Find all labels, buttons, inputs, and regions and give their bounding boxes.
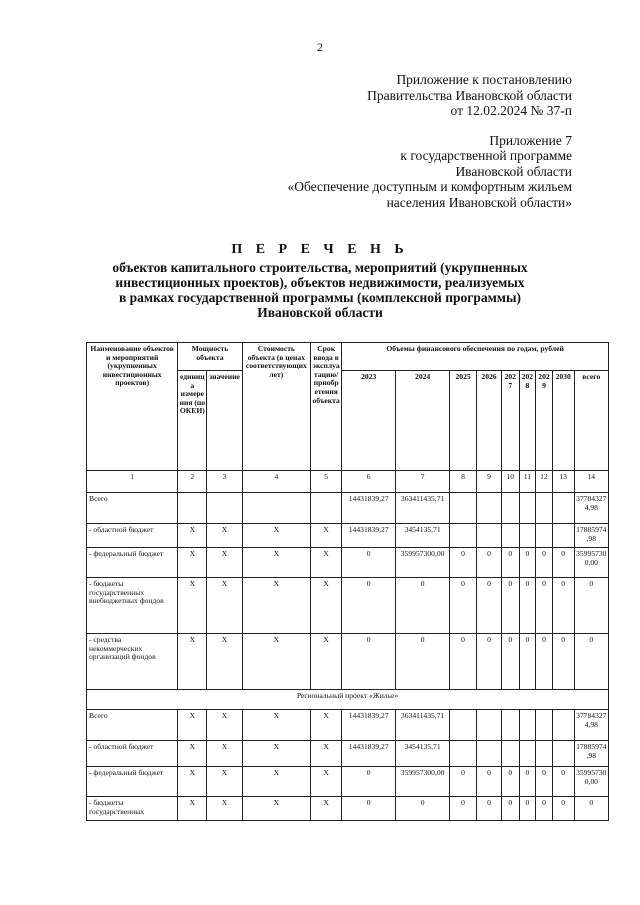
row-value: Х bbox=[311, 767, 342, 797]
column-numbers-row bbox=[87, 471, 609, 493]
title-line: инвестиционных проектов), объектов недвижимости, реализуемых bbox=[115, 275, 525, 290]
row-value: Х bbox=[242, 578, 310, 634]
year-header: 2024 bbox=[396, 371, 450, 471]
row-value: 0 bbox=[536, 797, 553, 821]
table-row bbox=[87, 524, 609, 548]
row-value: 0 bbox=[552, 797, 574, 821]
row-value: 0 bbox=[552, 634, 574, 690]
table-row bbox=[87, 634, 609, 690]
row-value: 0 bbox=[477, 767, 502, 797]
header-line: Приложение к постановлению bbox=[396, 72, 572, 87]
row-value: 0 bbox=[396, 634, 450, 690]
row-value bbox=[450, 741, 477, 767]
row-value: 0 bbox=[536, 578, 553, 634]
row-value: Х bbox=[242, 548, 310, 578]
row-value: 0 bbox=[536, 548, 553, 578]
column-number: 2 bbox=[178, 471, 207, 493]
title-line: объектов капитального строительства, мероприятий (укрупненных bbox=[112, 260, 528, 275]
row-value bbox=[311, 493, 342, 524]
table-row bbox=[87, 548, 609, 578]
row-value: 0 bbox=[519, 578, 536, 634]
row-value: 0 bbox=[552, 767, 574, 797]
header-term: Срок ввода в эксплуатацию/ приобретения объекта bbox=[311, 343, 342, 471]
year-header: 2029 bbox=[536, 371, 553, 471]
row-value bbox=[477, 493, 502, 524]
row-value: 377843274,98 bbox=[574, 493, 608, 524]
row-value: Х bbox=[207, 710, 242, 741]
row-value bbox=[519, 524, 536, 548]
row-value: 363411435,71 bbox=[396, 710, 450, 741]
column-number: 9 bbox=[477, 471, 502, 493]
row-value: 0 bbox=[552, 548, 574, 578]
row-value bbox=[519, 493, 536, 524]
year-header: 2027 bbox=[501, 371, 519, 471]
row-value: Х bbox=[178, 797, 207, 821]
row-value: Х bbox=[178, 524, 207, 548]
column-number: 13 bbox=[552, 471, 574, 493]
row-value bbox=[536, 493, 553, 524]
row-value bbox=[501, 741, 519, 767]
row-value: 3454135,71 bbox=[396, 524, 450, 548]
row-value: 17885974,98 bbox=[574, 741, 608, 767]
row-value: 359957300,00 bbox=[574, 767, 608, 797]
header-line: Ивановской области bbox=[455, 163, 572, 179]
row-value: Х bbox=[242, 767, 310, 797]
year-header: 2025 bbox=[450, 371, 477, 471]
row-value: 0 bbox=[536, 634, 553, 690]
row-value bbox=[501, 710, 519, 741]
row-value bbox=[519, 710, 536, 741]
column-number: 5 bbox=[311, 471, 342, 493]
row-value: Х bbox=[207, 797, 242, 821]
row-value: 0 bbox=[450, 548, 477, 578]
row-value bbox=[178, 493, 207, 524]
row-value: 359957300,00 bbox=[396, 548, 450, 578]
row-label: - средства некоммерческих организаций фондов bbox=[87, 634, 178, 690]
row-value: 0 bbox=[519, 634, 536, 690]
year-header: 2028 bbox=[519, 371, 536, 471]
row-value: 0 bbox=[501, 797, 519, 821]
row-value: 14431839,27 bbox=[342, 710, 396, 741]
row-value: 14431839,27 bbox=[342, 493, 396, 524]
column-number: 1 bbox=[87, 471, 178, 493]
table-row bbox=[87, 797, 609, 821]
column-number: 12 bbox=[536, 471, 553, 493]
row-value bbox=[552, 524, 574, 548]
row-value: 0 bbox=[396, 797, 450, 821]
row-value: 0 bbox=[450, 578, 477, 634]
header-unit: единица измерения (по ОКЕИ) bbox=[178, 371, 207, 471]
row-value: 0 bbox=[477, 634, 502, 690]
row-value: 0 bbox=[574, 797, 608, 821]
row-label: - федеральный бюджет bbox=[87, 548, 178, 578]
row-label: - областной бюджет bbox=[87, 524, 178, 548]
header-funding: Объемы финансового обеспечения по годам, рублей bbox=[342, 343, 609, 371]
row-value: 0 bbox=[396, 578, 450, 634]
row-value: 0 bbox=[477, 548, 502, 578]
row-value: Х bbox=[311, 524, 342, 548]
header-line: населения Ивановской области» bbox=[386, 194, 572, 210]
column-number: 10 bbox=[501, 471, 519, 493]
row-value: Х bbox=[242, 741, 310, 767]
page-number: 2 bbox=[317, 40, 323, 54]
row-value bbox=[477, 710, 502, 741]
row-value bbox=[552, 710, 574, 741]
row-value: 0 bbox=[536, 767, 553, 797]
row-value: Х bbox=[311, 634, 342, 690]
row-value: Х bbox=[311, 741, 342, 767]
row-value: 0 bbox=[342, 548, 396, 578]
row-value: Х bbox=[207, 741, 242, 767]
column-number: 8 bbox=[450, 471, 477, 493]
row-value: 0 bbox=[342, 767, 396, 797]
row-value bbox=[477, 524, 502, 548]
row-value bbox=[552, 741, 574, 767]
row-value bbox=[536, 741, 553, 767]
row-value: 0 bbox=[450, 797, 477, 821]
row-value: Х bbox=[311, 578, 342, 634]
row-value: Х bbox=[311, 797, 342, 821]
header-value: значение bbox=[207, 371, 242, 471]
row-value: 14431839,27 bbox=[342, 741, 396, 767]
header-line: Приложение 7 bbox=[489, 132, 572, 148]
year-header: всего bbox=[574, 371, 608, 471]
row-value bbox=[552, 493, 574, 524]
row-value: 0 bbox=[574, 634, 608, 690]
title-line: Ивановской области bbox=[257, 305, 383, 320]
row-value: 359957300,00 bbox=[396, 767, 450, 797]
year-header: 2023 bbox=[342, 371, 396, 471]
header-capacity: Мощность объекта bbox=[178, 343, 242, 371]
table-row bbox=[87, 578, 609, 634]
row-value: Х bbox=[178, 741, 207, 767]
row-value: Х bbox=[207, 578, 242, 634]
title-word: П Е Р Е Ч Е Н Ь bbox=[231, 242, 409, 257]
objects-table bbox=[86, 342, 609, 821]
row-value: 363411435,71 bbox=[396, 493, 450, 524]
row-value: Х bbox=[178, 578, 207, 634]
row-value: 0 bbox=[519, 548, 536, 578]
title-line: в рамках государственной программы (комплексной программы) bbox=[118, 290, 522, 305]
row-value: 14431839,27 bbox=[342, 524, 396, 548]
table-row bbox=[87, 767, 609, 797]
row-value: Х bbox=[178, 634, 207, 690]
row-value: 0 bbox=[477, 578, 502, 634]
row-value: Х bbox=[178, 767, 207, 797]
row-value: 0 bbox=[519, 797, 536, 821]
document-title bbox=[60, 242, 580, 320]
section-title: Региональный проект «Жилье» bbox=[87, 690, 609, 710]
row-value: 0 bbox=[342, 578, 396, 634]
header-name: Наименование объектов и мероприятий (укрупненных инвестиционных проектов) bbox=[87, 343, 178, 471]
row-value: 0 bbox=[574, 578, 608, 634]
row-value: Х bbox=[242, 710, 310, 741]
row-value bbox=[450, 710, 477, 741]
row-value: 0 bbox=[450, 767, 477, 797]
row-value: 0 bbox=[450, 634, 477, 690]
table-row bbox=[87, 741, 609, 767]
year-header: 2030 bbox=[552, 371, 574, 471]
row-value bbox=[501, 493, 519, 524]
row-value: 17885974,98 bbox=[574, 524, 608, 548]
header-line: «Обеспечение доступным и комфортным жильем bbox=[287, 179, 572, 194]
row-value: Х bbox=[311, 710, 342, 741]
row-value: 0 bbox=[519, 767, 536, 797]
row-value: 0 bbox=[477, 797, 502, 821]
row-value: 0 bbox=[501, 634, 519, 690]
row-label: - федеральный бюджет bbox=[87, 767, 178, 797]
column-number: 11 bbox=[519, 471, 536, 493]
row-value: Х bbox=[178, 710, 207, 741]
year-header: 2026 bbox=[477, 371, 502, 471]
row-value bbox=[477, 741, 502, 767]
row-value: Х bbox=[242, 797, 310, 821]
section-row bbox=[87, 690, 609, 710]
column-number: 4 bbox=[242, 471, 310, 493]
table-row bbox=[87, 493, 609, 524]
row-label: - бюджеты государственных bbox=[87, 797, 178, 821]
appendix-header bbox=[287, 72, 572, 210]
row-value: 0 bbox=[501, 578, 519, 634]
row-value: Х bbox=[207, 634, 242, 690]
column-number: 6 bbox=[342, 471, 396, 493]
table-row bbox=[87, 710, 609, 741]
row-value: 0 bbox=[342, 634, 396, 690]
row-value bbox=[519, 741, 536, 767]
row-value: 377843274,98 bbox=[574, 710, 608, 741]
row-value: 0 bbox=[552, 578, 574, 634]
row-value bbox=[450, 493, 477, 524]
row-value bbox=[536, 710, 553, 741]
header-line: от 12.02.2024 № 37-п bbox=[450, 103, 572, 118]
row-value: 0 bbox=[501, 548, 519, 578]
row-value: Х bbox=[242, 524, 310, 548]
row-value bbox=[536, 524, 553, 548]
row-value bbox=[207, 493, 242, 524]
row-value bbox=[501, 524, 519, 548]
row-value bbox=[242, 493, 310, 524]
row-value: 0 bbox=[342, 797, 396, 821]
row-value: 3454135,71 bbox=[396, 741, 450, 767]
header-cost: Стоимость объекта (в ценах соответствующих лет) bbox=[242, 343, 310, 471]
row-value: Х bbox=[178, 548, 207, 578]
row-label: - областной бюджет bbox=[87, 741, 178, 767]
row-value: Х bbox=[311, 548, 342, 578]
row-label: - бюджеты государственных внебюджетных фондов bbox=[87, 578, 178, 634]
column-number: 3 bbox=[207, 471, 242, 493]
column-number: 14 bbox=[574, 471, 608, 493]
row-label: Всего bbox=[87, 710, 178, 741]
row-value bbox=[450, 524, 477, 548]
column-number: 7 bbox=[396, 471, 450, 493]
row-label: Всего bbox=[87, 493, 178, 524]
row-value: 359957300,00 bbox=[574, 548, 608, 578]
row-value: Х bbox=[207, 548, 242, 578]
row-value: Х bbox=[242, 634, 310, 690]
header-line: Правительства Ивановской области bbox=[367, 87, 572, 103]
row-value: Х bbox=[207, 767, 242, 797]
row-value: 0 bbox=[501, 767, 519, 797]
row-value: Х bbox=[207, 524, 242, 548]
header-line: к государственной программе bbox=[400, 148, 572, 163]
